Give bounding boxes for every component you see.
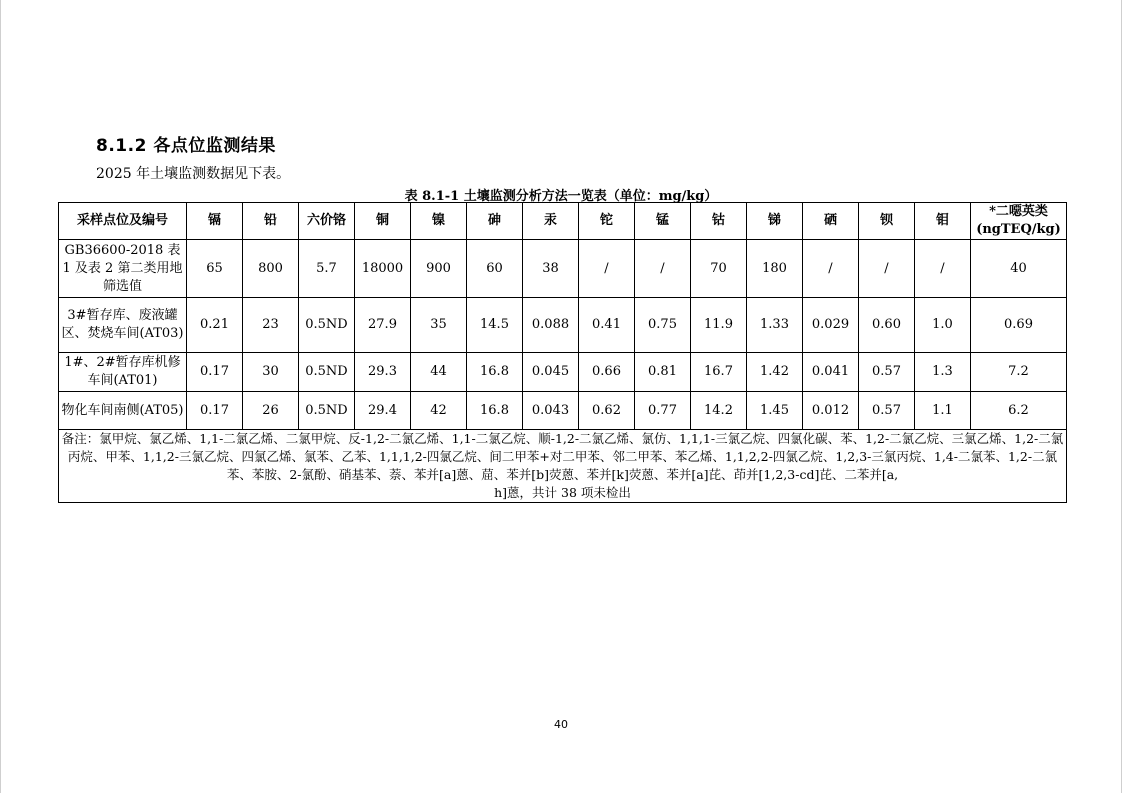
value-cell: 65: [187, 240, 243, 298]
column-header: 锰: [635, 203, 691, 240]
value-cell: 0.045: [523, 353, 579, 392]
value-cell: 0.57: [859, 353, 915, 392]
value-cell: 0.5ND: [299, 353, 355, 392]
value-cell: 0.41: [579, 298, 635, 353]
column-header: 砷: [467, 203, 523, 240]
value-cell: 180: [747, 240, 803, 298]
section-heading: 8.1.2 各点位监测结果: [96, 136, 276, 156]
value-cell: 0.17: [187, 353, 243, 392]
column-header: *二噁英类(ngTEQ/kg): [971, 203, 1067, 240]
value-cell: 7.2: [971, 353, 1067, 392]
column-header: 铜: [355, 203, 411, 240]
page-edge-left: [0, 0, 1, 793]
column-header: 六价铬: [299, 203, 355, 240]
table-row: [59, 353, 1067, 392]
value-cell: 0.043: [523, 392, 579, 430]
value-cell: 0.66: [579, 353, 635, 392]
value-cell: 0.81: [635, 353, 691, 392]
value-cell: /: [859, 240, 915, 298]
value-cell: 1.42: [747, 353, 803, 392]
table-row: [59, 392, 1067, 430]
note-cell: [59, 430, 1067, 503]
value-cell: 0.60: [859, 298, 915, 353]
value-cell: 38: [523, 240, 579, 298]
value-cell: 11.9: [691, 298, 747, 353]
column-header: 锑: [747, 203, 803, 240]
column-header: 铊: [579, 203, 635, 240]
value-cell: 0.029: [803, 298, 859, 353]
value-cell: /: [803, 240, 859, 298]
column-header: 钴: [691, 203, 747, 240]
value-cell: 44: [411, 353, 467, 392]
site-cell: 3#暂存库、废液罐区、焚烧车间(AT03): [59, 298, 187, 353]
value-cell: 16.8: [467, 353, 523, 392]
column-header: 钼: [915, 203, 971, 240]
value-cell: 30: [243, 353, 299, 392]
value-cell: 0.77: [635, 392, 691, 430]
value-cell: 23: [243, 298, 299, 353]
value-cell: 1.1: [915, 392, 971, 430]
site-cell: GB36600-2018 表 1 及表 2 第二类用地筛选值: [59, 240, 187, 298]
intro-text: 2025 年土壤监测数据见下表。: [96, 166, 291, 182]
value-cell: 0.088: [523, 298, 579, 353]
value-cell: 26: [243, 392, 299, 430]
table-caption: 表 8.1-1 土壤监测分析方法一览表（单位：mg/kg）: [404, 189, 718, 204]
column-header: 镉: [187, 203, 243, 240]
value-cell: 0.69: [971, 298, 1067, 353]
value-cell: 0.041: [803, 353, 859, 392]
value-cell: 6.2: [971, 392, 1067, 430]
page-number: 40: [554, 718, 568, 731]
value-cell: 0.21: [187, 298, 243, 353]
value-cell: 14.5: [467, 298, 523, 353]
column-header: 采样点位及编号: [59, 203, 187, 240]
value-cell: 800: [243, 240, 299, 298]
value-cell: 0.5ND: [299, 392, 355, 430]
value-cell: 1.3: [915, 353, 971, 392]
column-header: 镍: [411, 203, 467, 240]
column-header: 硒: [803, 203, 859, 240]
value-cell: 16.8: [467, 392, 523, 430]
value-cell: /: [915, 240, 971, 298]
value-cell: 0.17: [187, 392, 243, 430]
value-cell: 0.012: [803, 392, 859, 430]
table-row: [59, 240, 1067, 298]
value-cell: 42: [411, 392, 467, 430]
value-cell: 0.62: [579, 392, 635, 430]
value-cell: 5.7: [299, 240, 355, 298]
note-text-end: h]蒽，共计 38 项未检出: [494, 485, 631, 500]
site-cell: 物化车间南侧(AT05): [59, 392, 187, 430]
value-cell: 900: [411, 240, 467, 298]
value-cell: 18000: [355, 240, 411, 298]
column-header: 铅: [243, 203, 299, 240]
value-cell: 14.2: [691, 392, 747, 430]
table-row: [59, 298, 1067, 353]
note-row: [59, 430, 1067, 503]
value-cell: 0.75: [635, 298, 691, 353]
value-cell: 1.0: [915, 298, 971, 353]
value-cell: /: [579, 240, 635, 298]
note-text: 备注：氯甲烷、氯乙烯、1,1-二氯乙烯、二氯甲烷、反-1,2-二氯乙烯、1,1-二氯乙烷、顺-1,2-二氯乙烯、氯仿、1,1,1-三氯乙烷、四氯化碳、苯、1,2-二氯乙烷、三氯乙烯、1,2-二氯丙烷、甲苯、1,1,2-三氯乙烷、四氯乙烯、氯苯、乙苯、1,1,1,2-四氯乙烷、间二甲苯+对二甲苯、邻二甲苯、苯乙烯、1,1,2,2-四氯乙烷、1,2,3-三氯丙烷、1,4-二氯苯、1,2-二氯苯、苯胺、2-氯酚、硝基苯、萘、苯并[a]蒽、䓛、苯并[b]荧蒽、苯并[k]荧蒽、苯并[a]芘、茚并[1,2,3-cd]芘、二苯并[a,: [61, 431, 1064, 482]
value-cell: 0.5ND: [299, 298, 355, 353]
value-cell: 35: [411, 298, 467, 353]
value-cell: 1.33: [747, 298, 803, 353]
value-cell: 40: [971, 240, 1067, 298]
column-header: 汞: [523, 203, 579, 240]
value-cell: /: [635, 240, 691, 298]
value-cell: 27.9: [355, 298, 411, 353]
site-cell: 1#、2#暂存库机修车间(AT01): [59, 353, 187, 392]
value-cell: 29.3: [355, 353, 411, 392]
value-cell: 29.4: [355, 392, 411, 430]
table-header-row: [59, 203, 1067, 240]
value-cell: 1.45: [747, 392, 803, 430]
value-cell: 60: [467, 240, 523, 298]
column-header: 钡: [859, 203, 915, 240]
value-cell: 0.57: [859, 392, 915, 430]
value-cell: 70: [691, 240, 747, 298]
value-cell: 16.7: [691, 353, 747, 392]
soil-monitoring-table: [58, 202, 1067, 503]
